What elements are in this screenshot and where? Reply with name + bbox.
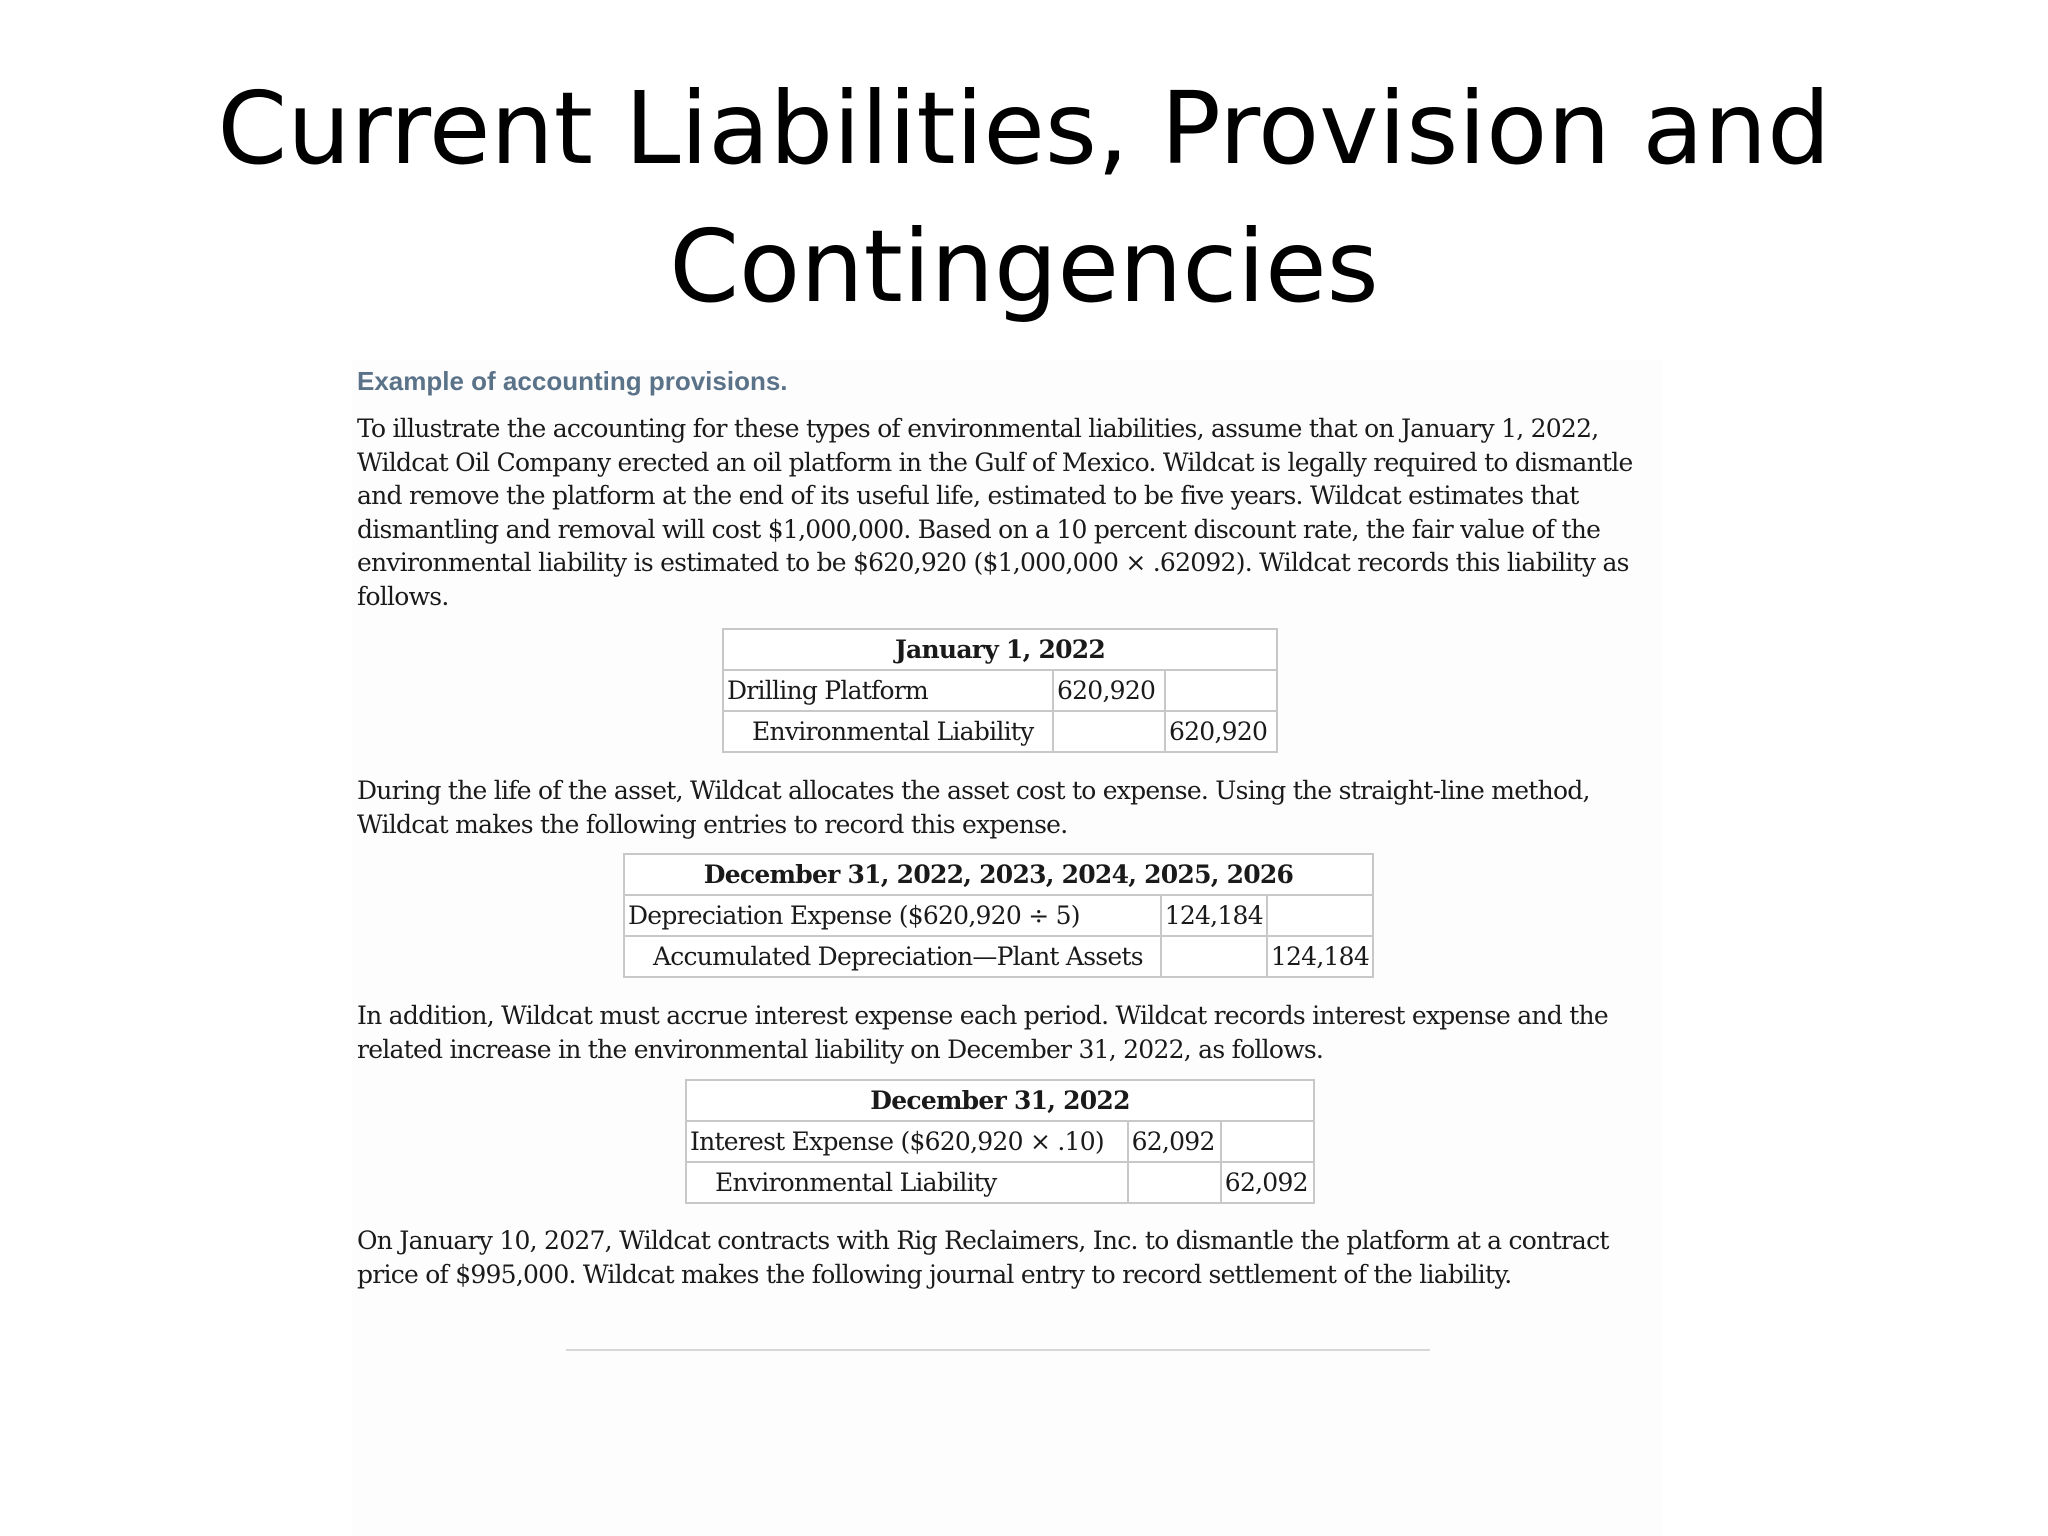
journal-entry-credit-row: [723, 711, 1277, 752]
debit-account: Depreciation Expense ($620,920 ÷ 5): [624, 895, 1161, 936]
debit-credit-cell: [1165, 670, 1277, 711]
journal-entry-table: [722, 628, 1278, 753]
journal-entry-debit-row: [686, 1121, 1314, 1162]
journal-entry-header-row: [686, 1080, 1314, 1121]
paragraph-intro: To illustrate the accounting for these types of environmental liabilities, assume that on January 1, 2022, Wildcat Oil Company erected an oil platform in the Gulf of Mexico. Wildcat is legally required to dismantle and remove the platform at the end of its useful life, estimated to be five years. Wildcat estimates that dismantling and removal will cost $1,000,000. Based on a 10 percent discount rate, the fair value of the environmental liability is estimated to be $620,920 ($1,000,000 × .62092). Wildcat records this liability as follows.: [357, 414, 1633, 611]
journal-entry-header-row: [723, 629, 1277, 670]
divider: [566, 1349, 1430, 1351]
credit-amount: 62,092: [1221, 1162, 1314, 1203]
journal-entry-debit-row: [624, 895, 1373, 936]
content-image: [352, 360, 1662, 1536]
credit-amount: 620,920: [1165, 711, 1277, 752]
paragraph-depreciation: During the life of the asset, Wildcat allocates the asset cost to expense. Using the straight-line method, Wildcat makes the following entries to record this expense.: [357, 776, 1590, 839]
journal-entry-debit-row: [723, 670, 1277, 711]
journal-entry-date: December 31, 2022: [686, 1080, 1314, 1121]
debit-credit-cell: [1267, 895, 1373, 936]
journal-entry-credit-row: [624, 936, 1373, 977]
debit-amount: 124,184: [1161, 895, 1267, 936]
debit-credit-cell: [1221, 1121, 1314, 1162]
debit-amount: 620,920: [1053, 670, 1165, 711]
credit-debit-cell: [1128, 1162, 1221, 1203]
paragraph-interest: In addition, Wildcat must accrue interest expense each period. Wildcat records interest expense and the related increase in the environmental liability on December 31, 2022, as follows.: [357, 1001, 1608, 1064]
journal-entry-header-row: [624, 854, 1373, 895]
journal-entry-date: January 1, 2022: [723, 629, 1277, 670]
credit-account: Environmental Liability: [686, 1162, 1128, 1203]
section-heading: Example of accounting provisions.: [357, 366, 788, 396]
journal-entry-table: [685, 1079, 1315, 1204]
credit-account: Environmental Liability: [723, 711, 1053, 752]
slide-title: [0, 60, 2048, 336]
journal-entry-table: [623, 853, 1374, 978]
journal-entry-credit-row: [686, 1162, 1314, 1203]
credit-account: Accumulated Depreciation—Plant Assets: [624, 936, 1161, 977]
debit-amount: 62,092: [1128, 1121, 1221, 1162]
slide-title-text: Current Liabilities, Provision and Contingencies: [217, 70, 1831, 325]
debit-account: Interest Expense ($620,920 × .10): [686, 1121, 1128, 1162]
credit-debit-cell: [1161, 936, 1267, 977]
journal-entry-date: December 31, 2022, 2023, 2024, 2025, 2026: [624, 854, 1373, 895]
paragraph-settlement: On January 10, 2027, Wildcat contracts with Rig Reclaimers, Inc. to dismantle the platform at a contract price of $995,000. Wildcat makes the following journal entry to record settlement of the liability.: [357, 1226, 1609, 1289]
debit-account: Drilling Platform: [723, 670, 1053, 711]
credit-amount: 124,184: [1267, 936, 1373, 977]
credit-debit-cell: [1053, 711, 1165, 752]
